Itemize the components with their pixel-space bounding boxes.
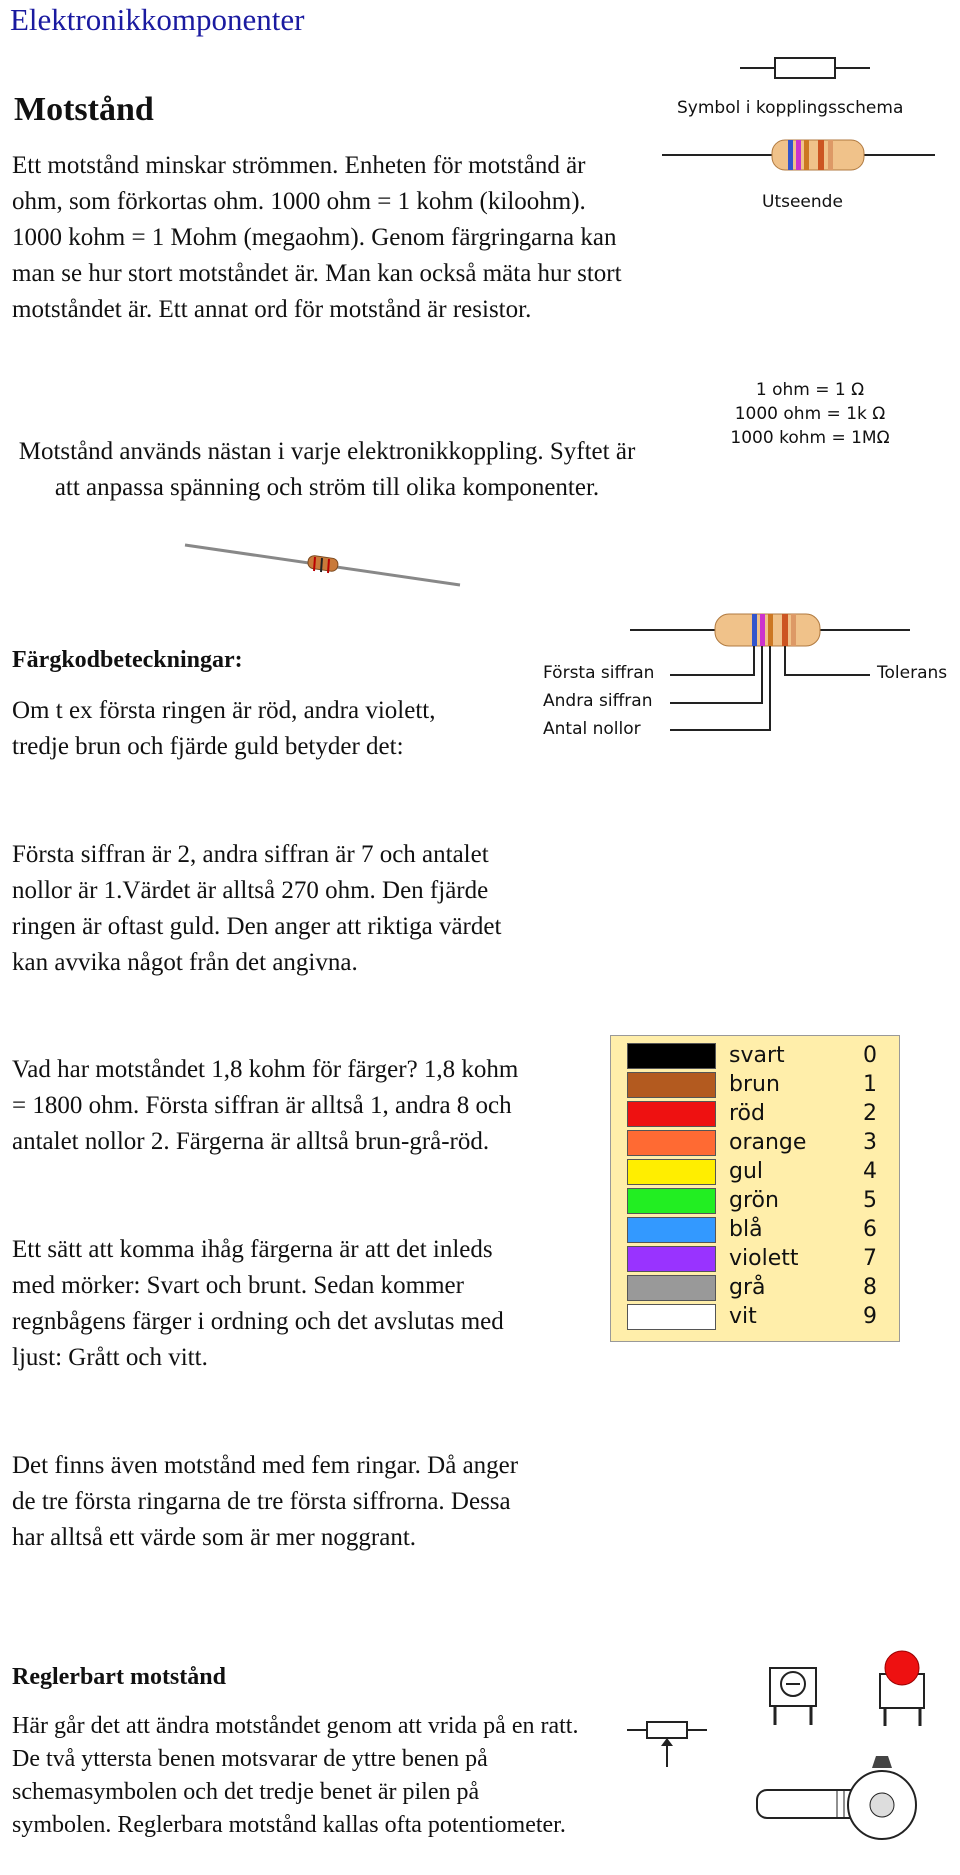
unit-line: 1000 kohm = 1MΩ	[730, 428, 890, 448]
color-name: blå	[729, 1217, 763, 1242]
second-digit-label: Andra siffran	[543, 691, 653, 711]
color-swatch	[627, 1304, 716, 1330]
resistor-symbol-diagram	[660, 50, 940, 190]
five-rings-text: Det finns även motstånd med fem ringar. Då anger de tre första ringarna de tre första siffrorna. Dessa har alltså ett värde som är mer noggrant.	[12, 1452, 519, 1551]
color-name: orange	[729, 1130, 807, 1155]
resistor-usage: Motstånd används nästan i varje elektronikkoppling. Syftet är att anpassa spänning och ström till olika komponenter.	[18, 438, 636, 501]
color-swatch	[627, 1246, 716, 1272]
color-swatch	[627, 1072, 716, 1098]
color-memory-tip: Ett sätt att komma ihåg färgerna är att det inleds med mörker: Svart och brunt. Sedan kommer regnbågens färger i ordning och det avslutas med ljust: Grått och vitt.	[12, 1236, 504, 1371]
color-example-result: Första siffran är 2, andra siffran är 7 och antalet nollor är 1.Värdet är alltså 270 ohm. Den fjärde ringen är oftast guld. Den anger att riktiga värdet kan avvika något från det angivna.	[12, 841, 502, 976]
unit-line: 1000 ohm = 1k Ω	[734, 404, 886, 424]
color-name: grön	[729, 1188, 779, 1213]
trimmer-images	[755, 1650, 955, 1730]
color-swatch	[627, 1130, 716, 1156]
color-codes-heading: Färgkodbeteckningar:	[12, 647, 243, 673]
resistor-heading: Motstånd	[14, 91, 154, 128]
symbol-label: Symbol i kopplingsschema	[677, 98, 904, 118]
color-digit: 2	[863, 1101, 877, 1126]
color-swatch	[627, 1275, 716, 1301]
color-digit: 6	[863, 1217, 877, 1242]
color-question: Vad har motståndet 1,8 kohm för färger? 1,8 kohm = 1800 ohm. Första siffran är alltså 1, andra 8 och antalet nollor 2. Färgerna är alltså brun-grå-röd.	[12, 1056, 519, 1155]
color-name: gul	[729, 1159, 764, 1184]
color-digit: 1	[863, 1072, 877, 1097]
color-swatch	[627, 1159, 716, 1185]
color-swatch	[627, 1101, 716, 1127]
potentiometer-symbol	[625, 1712, 710, 1772]
color-digit: 3	[863, 1130, 877, 1155]
color-name: violett	[729, 1246, 799, 1271]
color-digit: 9	[863, 1304, 877, 1329]
appearance-label: Utseende	[762, 192, 843, 212]
first-digit-label: Första siffran	[543, 663, 655, 683]
zeros-label: Antal nollor	[543, 719, 641, 739]
color-digit: 4	[863, 1159, 877, 1184]
resistor-photo	[180, 540, 465, 590]
color-name: grå	[729, 1275, 766, 1300]
color-digit: 5	[863, 1188, 877, 1213]
color-digit: 7	[863, 1246, 877, 1271]
color-example-intro: Om t ex första ringen är röd, andra violett, tredje brun och fjärde guld betyder det:	[12, 697, 436, 760]
color-swatch	[627, 1188, 716, 1214]
color-code-table	[610, 1035, 900, 1342]
rotary-potentiometer-image	[752, 1750, 932, 1850]
tolerance-label: Tolerans	[877, 663, 948, 683]
color-name: vit	[729, 1304, 757, 1329]
color-digit: 8	[863, 1275, 877, 1300]
color-digit: 0	[863, 1043, 877, 1068]
page-title: Elektronikkomponenter	[10, 2, 305, 37]
color-swatch	[627, 1043, 716, 1069]
resistor-intro: Ett motstånd minskar strömmen. Enheten för motstånd är ohm, som förkortas ohm. 1000 ohm = 1 kohm (kiloohm). 1000 kohm = 1 Mohm (megaohm). Genom färgringarna kan man se hur stort motståndet är. Man kan också mäta hur stort motståndet är. Ett annat ord för motstånd är resistor.	[12, 152, 622, 323]
color-name: svart	[729, 1043, 785, 1068]
color-swatch	[627, 1217, 716, 1243]
unit-conversions	[700, 378, 920, 450]
variable-resistor-heading: Reglerbart motstånd	[12, 1664, 226, 1690]
color-name: röd	[729, 1101, 765, 1126]
color-name: brun	[729, 1072, 780, 1097]
unit-line: 1 ohm = 1 Ω	[755, 380, 865, 400]
variable-resistor-text: Här går det att ändra motståndet genom att vrida på en ratt. De två yttersta benen motsvarar de yttre benen på schemasymbolen och det tredje benet är pilen på symbolen. Reglerbara motstånd kallas ofta potentiometer.	[12, 1713, 579, 1838]
